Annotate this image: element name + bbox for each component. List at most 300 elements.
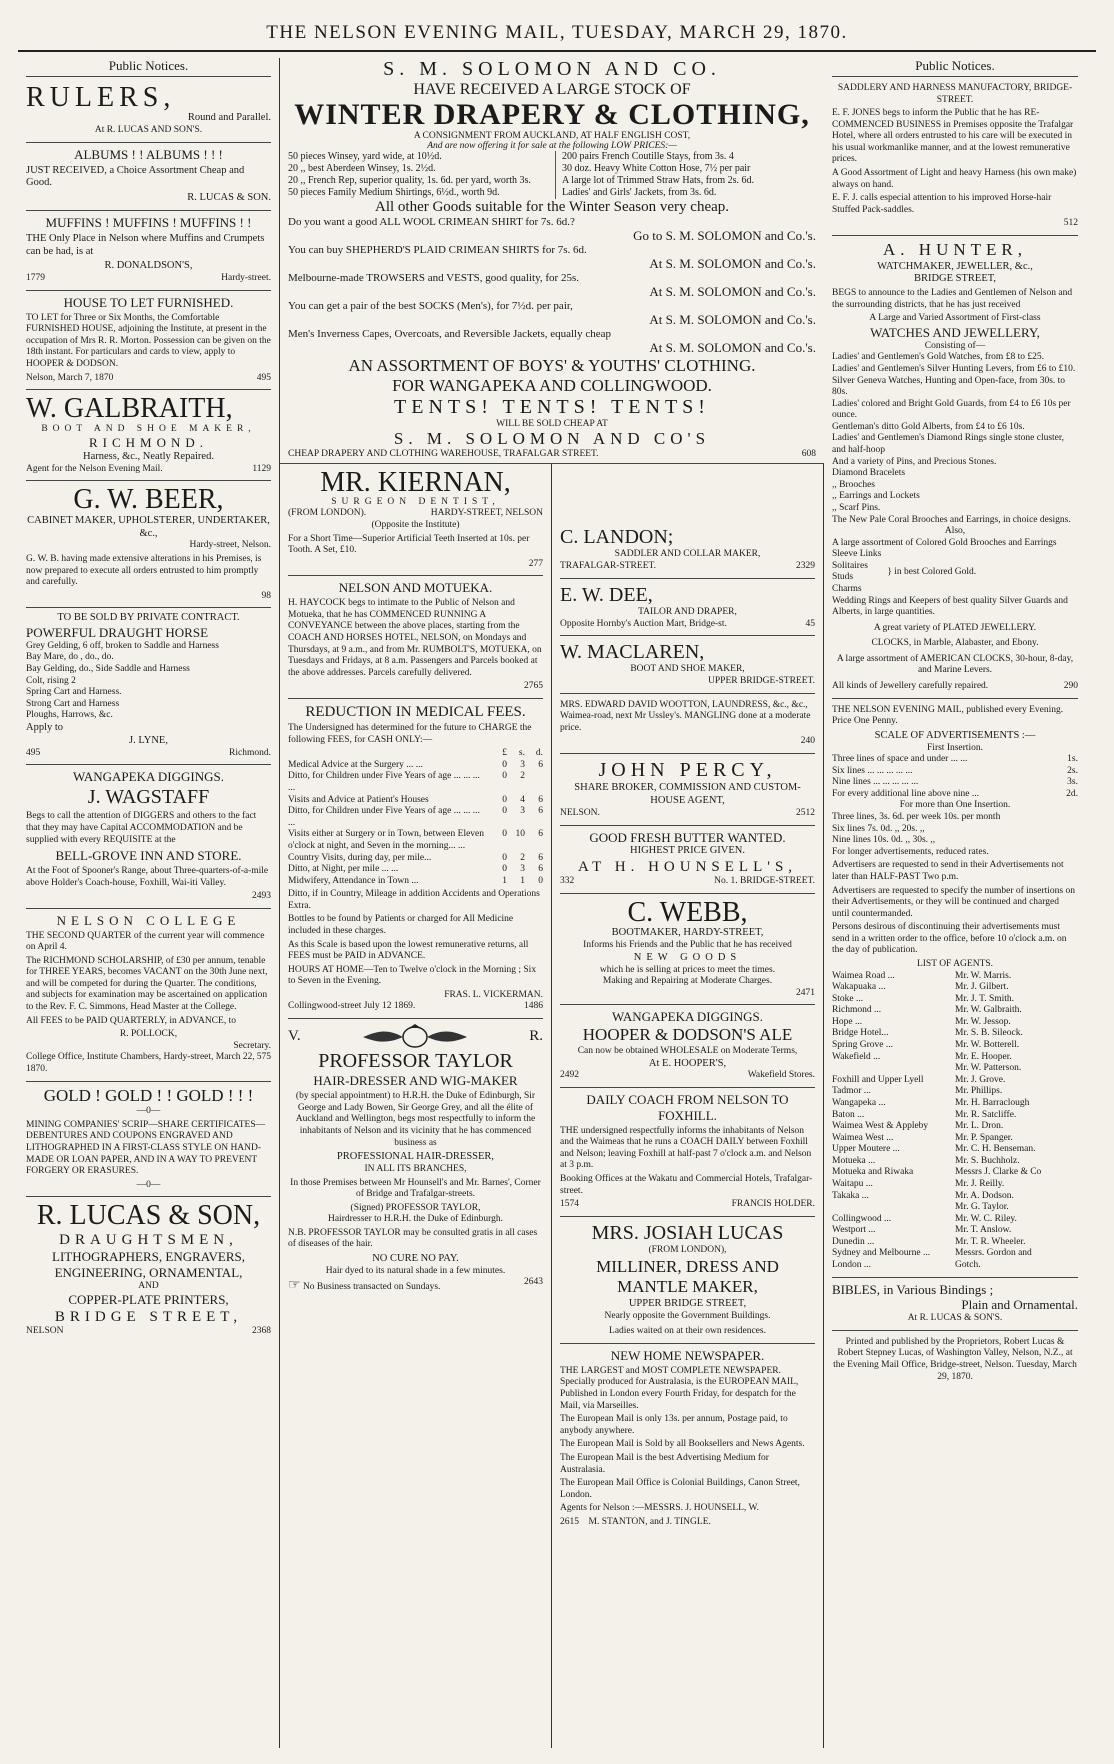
- agent-name: Messrs. Gordon and: [955, 1248, 1032, 1259]
- webb-title: C. WEBB,: [627, 897, 748, 929]
- mail-rate2: Nine lines 10s. 0d. ,, 30s. ,,: [832, 835, 936, 846]
- hunter-item: Silver Geneva Watches, Hunting and Open-face, from 30s. to 80s.: [832, 375, 1066, 398]
- solomon-a2: At S. M. SOLOMON and Co.'s.: [649, 255, 816, 271]
- ad-sale: [26, 608, 271, 765]
- hunter-col-item: Solitaires: [832, 560, 868, 571]
- hunter-t7: A large assortment of AMERICAN CLOCKS, 30-hour, 8-day, and Marine Levers.: [836, 653, 1074, 676]
- solomon-consign: A CONSIGNMENT FROM AUCKLAND, AT HALF ENGLISH COST,: [413, 130, 691, 141]
- muffins-addr: Hardy-street.: [221, 273, 271, 284]
- hunter-col-item: Charms: [832, 584, 862, 594]
- webb-text: Informs his Friends and the Public that he has received: [583, 940, 792, 951]
- ad-gold: [26, 1082, 271, 1198]
- ad-wangapeka: [26, 765, 271, 909]
- percy-trade: SHARE BROKER, COMMISSION AND CUSTOM-HOUSE AGENT,: [574, 782, 801, 807]
- agent-place: Richmond ...: [832, 1005, 882, 1016]
- wangapeka-title: WANGAPEKA DIGGINGS.: [73, 769, 224, 785]
- royal-emblem: [288, 1023, 543, 1049]
- agent-name: Mr. S. Buchholz.: [955, 1155, 1020, 1166]
- agent-name: Mr. L. Dron.: [955, 1121, 1004, 1132]
- mail-rate-row: Three lines of space and under ... ... 1s.: [832, 754, 1078, 765]
- kiernan-trade: SURGEON DENTIST,: [331, 496, 500, 507]
- hunter-t8: All kinds of Jewellery carefully repaired.: [832, 681, 989, 692]
- newspaper-title: NEW HOME NEWSPAPER.: [610, 1348, 765, 1364]
- college-num: 575: [256, 1052, 271, 1063]
- coach-text2: Booking Offices at the Wakatu and Commercial Hotels, Trafalgar-street.: [560, 1173, 813, 1196]
- taylor-cure: NO CURE NO PAY.: [372, 1253, 459, 1264]
- beer-trade: CABINET MAKER, UPHOLSTERER, UNDERTAKER, &c.,: [27, 514, 270, 539]
- agent-name: Mr. H. Barraclough: [955, 1097, 1030, 1108]
- mail-adv1: Advertisers are requested to send in their Advertisements not later than HALF-PAST Two p.m.: [832, 860, 1064, 882]
- saddlery-t3: E. F. J. calls especial attention to his improved Horse-hair Stuffed Pack-saddles.: [832, 193, 1052, 215]
- royal-crest-icon: [355, 1023, 475, 1049]
- webb-num: 2471: [796, 987, 815, 998]
- agent-place: Waitapu ...: [832, 1178, 873, 1189]
- sale-title: TO BE SOLD BY PRIVATE CONTRACT.: [57, 612, 240, 624]
- fees-head: £: [502, 748, 507, 759]
- agent-place: Waimea Road ...: [832, 970, 895, 981]
- hooper-at: At E. HOOPER'S,: [648, 1057, 727, 1069]
- haycock-num: 2765: [524, 681, 543, 692]
- landon-trade: SADDLER AND COLLAR MAKER,: [614, 549, 761, 560]
- newspaper-t5: The European Mail Office is Colonial Buildings, Canon Street, London.: [560, 1478, 800, 1500]
- webb-repair: Making and Repairing at Moderate Charges.: [602, 976, 773, 987]
- saddlery-title: SADDLERY AND HARNESS MANUFACTORY, BRIDGE-STREET.: [837, 83, 1073, 105]
- college-text2: The RICHMOND SCHOLARSHIP, of £30 per annum, tenable for THREE YEARS, becomes VACANT on the 30th June next, and will be competed for during the Quarter. The conditions, and subjects for examination may be ascertained on application to the Rev. F. C. Simmons, Head Master at the College.: [26, 955, 268, 1013]
- fees-addr: Collingwood-street July 12 1869.: [288, 1001, 416, 1012]
- solomon-left-item: 50 pieces Winsey, yard wide, at 10½d.: [288, 150, 442, 162]
- maclaren-addr: UPPER BRIDGE-STREET.: [708, 676, 815, 687]
- agent-place: Sydney and Melbourne ...: [832, 1248, 931, 1259]
- agent-place: Wangapeka ...: [832, 1097, 886, 1108]
- taylor-num: 2643: [524, 1277, 543, 1288]
- agent-name: Mr. J. Reilly.: [955, 1178, 1005, 1189]
- sale-item: Ploughs, Harrows, &c.: [26, 710, 113, 721]
- lucasmrs-opp: Nearly opposite the Government Buildings.: [604, 1310, 771, 1321]
- gold-sep: —0—: [136, 1106, 161, 1117]
- galbraith-title: W. GALBRAITH,: [26, 393, 233, 425]
- agent-place: Takaka ...: [832, 1190, 869, 1201]
- landon-num: 2329: [796, 560, 815, 571]
- haycock-text: H. HAYCOCK begs to intimate to the Public of Nelson and Motueka, that he has COMMENCED RUNNING A CONVEYANCE between the above places, starting from the COACH AND HORSES HOTEL, NELSON, on Mondays and Thursdays, at 9 a.m., and from Mr. RUMBOLT'S, MOTUEKA, on Tuesdays and Fridays, at 8 a.m. Passengers and Parcels booked at the above addresses. Parcels carefully delivered.: [288, 598, 542, 678]
- taylor-nb: N.B. PROFESSOR TAYLOR may be consulted gratis in all cases of diseases of the hair.: [288, 1227, 538, 1250]
- saddlery-num: 512: [1063, 218, 1078, 229]
- ad-coach: [560, 1088, 815, 1217]
- taylor-hair: Hairdresser to H.R.H. the Duke of Edinburgh.: [327, 1214, 503, 1225]
- house-text: TO LET for Three or Six Months, the Comfortable FURNISHED HOUSE, adjoining the Institute, at present in the occupation of Mrs R. R. Morton. Possession can be given on the 18th instant. For particulars and cards to view, apply to HOOPER & DODSON.: [26, 312, 271, 370]
- ad-taylor: [288, 1019, 543, 1299]
- sale-item: Colt, rising 2: [26, 675, 76, 686]
- agent-place: [832, 1063, 955, 1075]
- column-4: [824, 58, 1086, 1748]
- percy-place: NELSON.: [560, 807, 600, 818]
- hooper-text: Can now be obtained WHOLESALE on Moderate Terms,: [577, 1045, 798, 1056]
- mail-rate-row: For every additional line above nine ... 2d.: [832, 788, 1078, 799]
- fee-row: Medical Advice at the Surgery ... ... 0 3 6: [288, 759, 543, 770]
- lucas-l2: LITHOGRAPHERS, ENGRAVERS,: [52, 1248, 245, 1264]
- col1-header: Public Notices.: [26, 58, 271, 77]
- col4-header: Public Notices.: [832, 58, 1078, 77]
- mail-rate2: Six lines 7s. 0d. ,, 20s. ,,: [832, 823, 925, 834]
- taylor-sun: No Business transacted on Sundays.: [302, 1282, 441, 1293]
- agent-place: Spring Grove ...: [832, 1040, 893, 1051]
- solomon-left-item: 20 ,, best Aberdeen Winsey, 1s. 2½d.: [288, 162, 436, 174]
- mail-first: First Insertion.: [927, 742, 983, 753]
- agent-place: Dunedin ...: [832, 1236, 875, 1247]
- mail-adv3: Persons desirous of discontinuing their advertisements must send in a written order to the office, before 10 o'clock a.m. on the day of publication.: [832, 922, 1067, 956]
- hunter-addr: BRIDGE STREET,: [913, 273, 997, 285]
- fees-sign: FRAS. L. VICKERMAN.: [444, 989, 543, 1000]
- taylor-signed: (Signed) PROFESSOR TAYLOR,: [350, 1202, 481, 1213]
- solomon-addr: CHEAP DRAPERY AND CLOTHING WAREHOUSE, TRAFALGAR STREET.: [288, 448, 599, 459]
- fees-text: The Undersigned has determined for the future to CHARGE the following FEES, for CASH ONLY:—: [288, 723, 532, 745]
- lucas-l4: AND: [138, 1280, 159, 1291]
- butter-addr: No. 1. BRIDGE-STREET.: [714, 876, 815, 887]
- hunter-item: ,, Earrings and Lockets: [832, 491, 920, 502]
- agent-place: Collingwood ...: [832, 1213, 892, 1224]
- mail-rate-row: Six lines ... ... ... ... ... 2s.: [832, 765, 1078, 776]
- hunter-also: Also,: [944, 526, 966, 537]
- fees-hours: HOURS AT HOME—Ten to Twelve o'clock in the Morning ; Six to Seven in the Evening.: [288, 964, 537, 987]
- galbraith-text: Harness, &c., Neatly Repaired.: [83, 451, 214, 462]
- muffins-num: 1779: [26, 273, 45, 284]
- gold-sep2: —0—: [136, 1179, 161, 1190]
- beer-addr: Hardy-street, Nelson.: [189, 540, 271, 551]
- newspaper-agents2: M. STANTON, and J. TINGLE.: [588, 1516, 711, 1527]
- wangapeka-text: Begs to call the attention of DIGGERS and others to the fact that they may have Capital ACCOMMODATION and be supplied with every REQUISITE at the: [26, 811, 257, 845]
- mail-scale: SCALE OF ADVERTISEMENTS :—: [874, 729, 1036, 741]
- newspaper-t3: The European Mail is Sold by all Booksellers and News Agents.: [560, 1439, 805, 1450]
- butter-sub: HIGHEST PRICE GIVEN.: [629, 845, 745, 857]
- college-office: College Office, Institute Chambers, Hardy-street, March 22, 1870.: [26, 1052, 255, 1074]
- ad-webb: [560, 894, 815, 1005]
- column-2-body: [280, 464, 551, 1300]
- agent-place: Motueka and Riwaka: [832, 1167, 914, 1178]
- solomon-left-item: 50 pieces Family Medium Shirtings, 6½d., worth 9d.: [288, 186, 500, 198]
- agent-name: Mr. P. Spanger.: [955, 1132, 1013, 1143]
- webb-goods: NEW GOODS: [633, 951, 742, 963]
- dee-num: 45: [805, 618, 815, 629]
- fee-row: Visits either at Surgery or in Town, between Eleven o'clock at night, and Seven in the morning... ... 0 10 6: [288, 829, 543, 851]
- house-title: HOUSE TO LET FURNISHED.: [63, 294, 234, 310]
- agent-place: Waimea West ...: [832, 1132, 894, 1143]
- gold-text: MINING COMPANIES' SCRIP—SHARE CERTIFICATES—DEBENTURES AND COUPONS ENGRAVED AND LITHOGRAPHED IN A FIRST-CLASS STYLE ON HAND-MADE OR LOAN PAPER, AND IN A WAY TO PREVENT FORGERY OR ERASURES.: [26, 1119, 266, 1177]
- hunter-item: And a variety of Pins, and Precious Stones.: [832, 456, 997, 467]
- college-title: NELSON COLLEGE: [56, 912, 241, 928]
- fees-head: s.: [518, 748, 525, 759]
- newspaper-t2: The European Mail is only 13s. per annum, Postage paid, to anybody anywhere.: [560, 1414, 788, 1436]
- solomon-a5: At S. M. SOLOMON and Co.'s.: [649, 339, 816, 355]
- webb-text2: which he is selling at prices to meet the times.: [599, 964, 776, 975]
- hunter-item: Ladies' and Gentlemen's Silver Hunting Levers, from £6 to £10.: [832, 364, 1076, 375]
- taylor-prof: PROFESSIONAL HAIR-DRESSER,: [336, 1151, 495, 1163]
- kiernan-from: (FROM LONDON).: [288, 508, 367, 519]
- solomon-q3: Melbourne-made TROWSERS and VESTS, good quality, for 25s.: [288, 271, 579, 284]
- columns: [18, 58, 1096, 1748]
- ad-solomon: [280, 58, 824, 464]
- ad-dee: [560, 579, 815, 637]
- fees-ditto: Ditto, if in Country, Mileage in addition Accidents and Operations Extra.: [288, 889, 540, 911]
- lucasmrs-addr: UPPER BRIDGE STREET,: [628, 1298, 747, 1310]
- agent-name: Mr. E. Hooper.: [955, 1051, 1012, 1062]
- lucasmrs-waited: Ladies waited on at their own residences.: [609, 1326, 766, 1337]
- solomon-q4: You can get a pair of the best SOCKS (Men's), for 7½d. per pair,: [288, 299, 573, 312]
- agent-place: Hope ...: [832, 1016, 863, 1027]
- ad-albums: [26, 143, 271, 211]
- sale-item: Spring Cart and Harness.: [26, 687, 122, 698]
- agent-name: Mr. J. Gilbert.: [955, 982, 1009, 993]
- solomon-right-item: 200 pairs French Coutille Stays, from 3s. 4: [562, 150, 734, 162]
- hunter-item: Diamond Bracelets: [832, 468, 906, 479]
- solomon-right-item: 30 doz. Heavy White Cotton Hose, 7½ per pair: [562, 162, 751, 174]
- butter-title: GOOD FRESH BUTTER WANTED.: [589, 829, 786, 845]
- taylor-branches: IN ALL ITS BRANCHES,: [364, 1163, 467, 1174]
- agent-name: Mr. Phillips.: [955, 1086, 1003, 1097]
- ad-galbraith: [26, 390, 271, 481]
- agent-name: Mr. J. T. Smith.: [955, 993, 1015, 1004]
- ad-hunter: [832, 236, 1078, 699]
- landon-addr: TRAFALGAR-STREET.: [560, 560, 656, 571]
- column-1: [18, 58, 280, 1748]
- taylor-v: V.: [288, 1027, 301, 1044]
- fees-head: d.: [535, 748, 543, 759]
- butter-num: 332: [560, 876, 575, 887]
- agent-place: Waimea West & Appleby: [832, 1121, 929, 1132]
- mail-more: For more than One Insertion.: [899, 800, 1011, 811]
- sale-apply: Apply to: [26, 721, 64, 733]
- solomon-assort: AN ASSORTMENT OF BOYS' & YOUTHS' CLOTHING.: [348, 355, 756, 375]
- coach-title: DAILY COACH FROM NELSON TO FOXHILL.: [586, 1091, 789, 1123]
- mail-rate2: Three lines, 3s. 6d. per week 10s. per month: [832, 812, 1001, 823]
- ad-butter: [560, 826, 815, 895]
- rulers-sub: Round and Parallel.: [187, 112, 271, 124]
- lucas-num: 2368: [252, 1326, 271, 1337]
- solomon-num: 608: [801, 448, 816, 459]
- ad-kiernan: [288, 464, 543, 577]
- agent-name: Messrs J. Clarke & Co: [955, 1167, 1042, 1178]
- beer-text: G. W. B. having made extensive alterations in his Premises, is now prepared to execute all orders entrusted to him promptly and carefully.: [26, 553, 262, 588]
- wootton-text: MRS. EDWARD DAVID WOOTTON, LAUNDRESS, &c., &c., Waimea-road, next Mr Ussley's. MANGLING done at a moderate price.: [560, 699, 811, 733]
- college-text: THE SECOND QUARTER of the current year will commence on April 4.: [26, 930, 265, 953]
- ad-maclaren: [560, 636, 815, 694]
- taylor-r: R.: [529, 1027, 543, 1044]
- agent-name: Mr. T. Anslow.: [955, 1225, 1012, 1236]
- hunter-trade: WATCHMAKER, JEWELLER, &c.,: [877, 260, 1033, 272]
- solomon-prices: [288, 151, 816, 199]
- solomon-sub: HAVE RECEIVED A LARGE STOCK OF: [413, 81, 691, 98]
- galbraith-agent: Agent for the Nelson Evening Mail.: [26, 463, 163, 474]
- kiernan-num: 277: [528, 558, 543, 569]
- hunter-text: BEGS to announce to the Ladies and Gentlemen of Nelson and the surrounding districts, that he has just received: [832, 288, 1073, 310]
- solomon-name2: S. M. SOLOMON AND CO'S: [393, 428, 711, 448]
- bibles-t2: Plain and Ornamental.: [961, 1297, 1078, 1313]
- fees-scale: As this Scale is based upon the lowest remunerative returns, all FEES must be PAID in ADVANCE.: [288, 939, 529, 962]
- ad-lucasmrs: [560, 1217, 815, 1344]
- bibles-t3: At R. LUCAS & SON'S.: [907, 1313, 1003, 1324]
- taylor-prem: In those Premises between Mr Hounsell's and Mr. Barnes', Corner of Bridge and Trafalgar-streets.: [290, 1177, 541, 1200]
- mail-adv2: Advertisers are requested to specify the number of insertions on their Advertisements, or they will be continued and charged until countermanded.: [832, 885, 1075, 919]
- lucas-l3: ENGINEERING, ORNAMENTAL,: [54, 1264, 243, 1280]
- gold-title: GOLD ! GOLD ! ! GOLD ! ! !: [43, 1085, 254, 1105]
- solomon-a4: At S. M. SOLOMON and Co.'s.: [649, 311, 816, 327]
- ad-lucas: [26, 1197, 271, 1343]
- newspaper-t4: The European Mail is the best Advertising Medium for Australasia.: [560, 1452, 769, 1475]
- newspaper-num: 2615: [560, 1516, 579, 1527]
- solomon-tents: TENTS! TENTS! TENTS!: [394, 395, 710, 418]
- hunter-col-item: Studs: [832, 572, 854, 583]
- agent-name: Mr. C. H. Benseman.: [955, 1144, 1036, 1155]
- fees-num: 1486: [524, 1001, 543, 1012]
- ad-mail: [832, 699, 1078, 1278]
- landon-title: C. LANDON;: [560, 526, 674, 548]
- hooper-num: 2492: [560, 1070, 579, 1081]
- sale-sign: J. LYNE,: [129, 734, 168, 746]
- muffins-sign: R. DONALDSON'S,: [104, 260, 193, 272]
- agent-place: Foxhill and Upper Lyell: [832, 1074, 924, 1085]
- fee-row: Visits and Advice at Patient's Houses 0 4 6: [288, 794, 543, 805]
- hunter-num: 290: [1063, 681, 1078, 692]
- ad-beer: [26, 481, 271, 608]
- solomon-left-item: 20 ,, French Rep, superior quality, 1s. 6d. per yard, worth 3s.: [288, 174, 531, 186]
- muffins-title: MUFFINS ! MUFFINS ! MUFFINS ! !: [45, 215, 252, 231]
- saddlery-text: E. F. JONES begs to inform the Public that he has RE-COMMENCED BUSINESS in Premises opposite the Trafalgar Hotel, where all orders entrusted to his care will be executed in his usual workmanlike manner, and at the lowest remunerative prices.: [832, 108, 1074, 165]
- beer-title: G. W. BEER,: [73, 484, 224, 516]
- college-role: Secretary.: [233, 1040, 271, 1051]
- taylor-text: (by special appointment) to H.R.H. the Duke of Edinburgh, Sir George and Lady Bowen, Sir George Grey, and all the élite of Auckland and Wellington, begs most respectfully to inform the inhabitants of Nelson and its vicinity that he has commenced business as: [295, 1091, 536, 1148]
- hunter-t5: A great variety of PLATED JEWELLERY.: [873, 622, 1037, 633]
- house-date: Nelson, March 7, 1870: [26, 372, 114, 383]
- agent-place: Wakefield ...: [832, 1051, 881, 1062]
- wootton-num: 240: [800, 736, 815, 747]
- hunter-t3: A large assortment of Colored Gold Brooches and Earrings: [832, 537, 1057, 548]
- sale-num: 495: [26, 747, 41, 758]
- dee-title: E. W. DEE,: [560, 583, 653, 606]
- maclaren-trade: BOOT AND SHOE MAKER,: [630, 664, 745, 675]
- webb-trade: BOOTMAKER, HARDY-STREET,: [611, 927, 764, 939]
- mail-rate-row: Nine lines ... ... ... ... ... 3s.: [832, 777, 1078, 788]
- hooper-addr: Wakefield Stores.: [747, 1070, 815, 1081]
- rulers-line: At R. LUCAS AND SON'S.: [94, 125, 203, 136]
- agent-place: Wakapuaka ...: [832, 982, 886, 993]
- galbraith-num: 1129: [252, 463, 271, 474]
- hunter-cons: Consisting of—: [924, 340, 986, 351]
- college-fees: All FEES to be PAID QUARTERLY, in ADVANCE, to: [26, 1015, 236, 1026]
- agent-place: Stoke ...: [832, 993, 864, 1004]
- fee-row: Ditto, for Children under Five Years of age ... ... ... ... 0 2: [288, 771, 525, 794]
- fee-row: Country Visits, during day, per mile... 0 2 6: [288, 852, 543, 863]
- solomon-q5: Men's Inverness Capes, Overcoats, and Reversible Jackets, equally cheap: [288, 327, 612, 340]
- hunter-t4: Wedding Rings and Keepers of best quality Silver Guards and Alberts, in large quantities.: [832, 595, 1068, 618]
- kiernan-addr: HARDY-STREET, NELSON: [430, 508, 543, 519]
- sale-item: Bay Mare, do , do., do.: [26, 652, 114, 663]
- lucas-place: NELSON: [26, 1326, 64, 1337]
- ad-landon: [560, 521, 815, 579]
- newspaper-agents: Agents for Nelson :—MESSRS. J. HOUNSELL, W.: [560, 1503, 759, 1514]
- solomon-title: S. M. SOLOMON AND CO.: [383, 58, 721, 80]
- ad-bibles: [832, 1278, 1078, 1331]
- house-num: 495: [256, 372, 271, 383]
- agent-name: Mr. W. Galbraith.: [955, 1005, 1022, 1016]
- lucas-title: R. LUCAS & SON,: [36, 1200, 261, 1232]
- hunter-title: A. HUNTER,: [883, 239, 1027, 259]
- agent-name: Mr. A. Dodson.: [955, 1190, 1014, 1201]
- fee-row: Ditto, at Night, per mile ... ... 0 3 6: [288, 864, 543, 875]
- wangapeka-inn: BELL-GROVE INN AND STORE.: [55, 848, 242, 864]
- wangapeka-num: 2493: [252, 891, 271, 902]
- ad-haycock: [288, 576, 543, 698]
- mail-longer: For longer advertisements, reduced rates.: [832, 846, 989, 857]
- galbraith-place: RICHMOND.: [88, 435, 209, 451]
- solomon-q2: You can buy SHEPHERD'S PLAID CRIMEAN SHIRTS for 7s. 6d.: [288, 243, 587, 256]
- agent-place: [832, 1202, 955, 1214]
- college-sign: R. POLLOCK,: [119, 1029, 178, 1040]
- agent-place: Tadmor ...: [832, 1086, 871, 1097]
- rulers-title: RULERS,: [26, 82, 176, 113]
- ad-percy: [560, 754, 815, 826]
- ad-fees: [288, 699, 543, 1019]
- mail-text: THE NELSON EVENING MAIL, published every Evening. Price One Penny.: [832, 704, 1064, 727]
- albums-sign: R. LUCAS & SON.: [187, 192, 271, 204]
- butter-at: AT H. HOUNSELL'S,: [577, 859, 798, 876]
- solomon-for: FOR WANGAPEKA AND COLLINGWOOD.: [392, 375, 712, 395]
- solomon-big: WINTER DRAPERY & CLOTHING,: [294, 98, 810, 131]
- solomon-offer: And are now offering it for sale at the following LOW PRICES:—: [427, 140, 677, 151]
- dee-trade: TAILOR AND DRAPER,: [638, 606, 737, 617]
- solomon-a1: Go to S. M. SOLOMON and Co.'s.: [633, 227, 816, 243]
- agent-place: Motueka ...: [832, 1155, 876, 1166]
- agent-place: London ...: [832, 1260, 872, 1271]
- hooper-title: WANGAPEKA DIGGINGS.: [612, 1009, 763, 1025]
- coach-text: THE undersigned respectfully informs the inhabitants of Nelson and the Waimeas that he runs a COACH DAILY between Foxhill and Nelson; leaving Foxhill at half-past 7 o'clock a.m. and Nelson at 3 p.m.: [560, 1125, 812, 1171]
- agent-name: Mr. W. Jessop.: [955, 1016, 1011, 1027]
- sale-item: Grey Gelding, 6 off, broken to Saddle and Harness: [26, 640, 219, 651]
- hunter-t2: A Large and Varied Assortment of First-class: [869, 313, 1041, 324]
- masthead: THE NELSON EVENING MAIL, TUESDAY, MARCH 29, 1870.: [18, 22, 1096, 52]
- muffins-text: THE Only Place in Nelson where Muffins and Crumpets can be had, is at: [26, 232, 265, 257]
- ad-rulers: [26, 79, 271, 143]
- taylor-trade: HAIR-DRESSER AND WIG-MAKER: [313, 1073, 518, 1089]
- hunter-item: Ladies' colored and Bright Gold Guards, from £4 to £6 10s per ounce.: [832, 398, 1071, 421]
- agent-name: Mr. G. Taylor.: [955, 1202, 1009, 1213]
- ad-wootton: [560, 694, 815, 754]
- fees-title: REDUCTION IN MEDICAL FEES.: [305, 703, 526, 720]
- solomon-a3: At S. M. SOLOMON and Co.'s.: [649, 283, 816, 299]
- hunter-col-item: Sleeve Links: [832, 549, 882, 560]
- galbraith-trade: BOOT AND SHOE MAKER,: [41, 423, 256, 434]
- kiernan-text: For a Short Time—Superior Artificial Teeth Inserted at 10s. per Tooth. A Set, £10.: [288, 533, 530, 556]
- albums-text: JUST RECEIVED, a Choice Assortment Cheap and Good.: [26, 164, 245, 189]
- hunter-wj: WATCHES AND JEWELLERY,: [870, 325, 1040, 340]
- percy-title: JOHN PERCY,: [598, 758, 777, 781]
- dee-addr: Opposite Hornby's Auction Mart, Bridge-st.: [560, 618, 727, 629]
- lucasmrs-trade: MILLINER, DRESS AND MANTLE MAKER,: [596, 1256, 779, 1297]
- wangapeka-foot: At the Foot of Spooner's Range, about Three-quarters-of-a-mile above Holder's Coach-house, Foxhill, Wai-iti Valley.: [26, 865, 269, 888]
- solomon-right-item: Ladies' and Girls' Jackets, from 3s. 6d.: [562, 186, 717, 198]
- agent-name: Mr. W. C. Riley.: [955, 1213, 1017, 1224]
- agent-place: Baton ...: [832, 1109, 865, 1120]
- imprint: [832, 1331, 1078, 1390]
- imprint-text: Printed and published by the Proprietors, Robert Lucas & Robert Stepney Lucas, of Washington Valley, Nelson, N.Z., at the Evening Mail Office, Bridge-street, Nelson. Tuesday, March 29, 1870.: [833, 1336, 1077, 1382]
- newspaper-text: THE LARGEST and MOST COMPLETE NEWSPAPER. Specially produced for Australasia, is the EUROPEAN MAIL, Published in London every Fourth Friday, for despatch for the Mail, via Marseilles.: [560, 1365, 799, 1411]
- ad-college: [26, 909, 271, 1082]
- agent-name: Mr. R. Satcliffe.: [955, 1109, 1017, 1120]
- hunter-item: Ladies' and Gentlemen's Gold Watches, from £8 to £25.: [832, 352, 1044, 363]
- agent-name: Mr. W. Botterell.: [955, 1040, 1020, 1051]
- wangapeka-name: J. WAGSTAFF: [87, 785, 210, 808]
- agent-name: Mr. J. Grove.: [955, 1074, 1006, 1085]
- solomon-will: WILL BE SOLD CHEAP AT: [496, 418, 608, 429]
- ad-hooper: [560, 1005, 815, 1088]
- taylor-dyed: Hair dyed to its natural shade in a few minutes.: [325, 1265, 506, 1276]
